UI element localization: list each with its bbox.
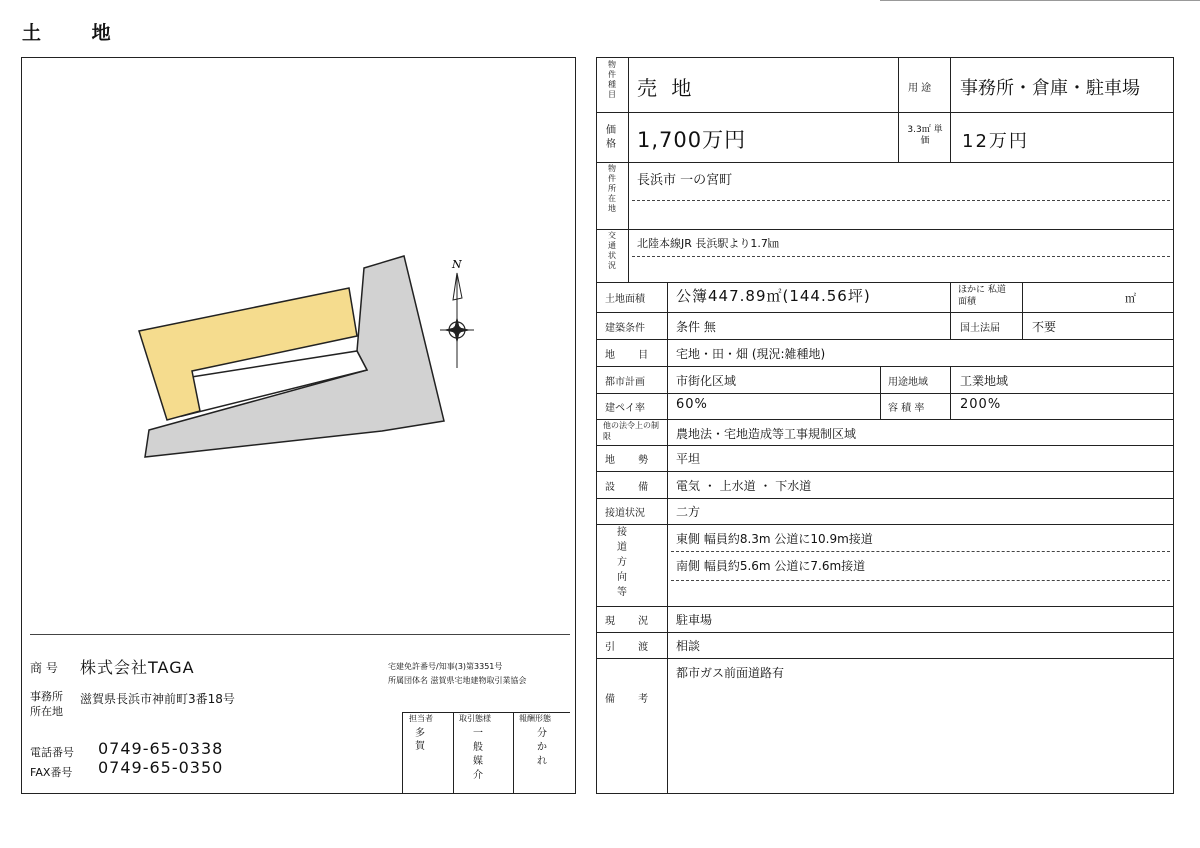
top-rule: [880, 0, 1200, 1]
road-dir-label: 接道方向等: [617, 527, 627, 598]
category-label: 地 目: [605, 350, 659, 361]
road-south: 南側 幅員約5.6m 公道に7.6m接道: [676, 559, 866, 573]
address-label: 事務所所在地: [30, 690, 63, 718]
private-road-label: ほかに 私道面積: [958, 285, 1006, 307]
fee-type: 分かれ: [537, 728, 547, 767]
land-act-label: 国土法届: [960, 323, 1000, 334]
price: 1,700万円: [637, 128, 747, 152]
type-label: 物件種目: [608, 60, 616, 99]
current-status: 駐車場: [676, 613, 713, 627]
other-law: 農地法・宅地造成等工事規制区域: [676, 427, 857, 441]
road-status: 二方: [676, 505, 701, 519]
deal-label: 取引態様: [459, 714, 491, 723]
road-status-label: 接道状況: [605, 508, 645, 519]
land-area: 公簿447.89㎡(144.56坪): [676, 287, 871, 305]
city-plan: 市街化区域: [676, 374, 737, 388]
building-cond: 条件 無: [676, 320, 716, 334]
location: 長浜市 一の宮町: [637, 173, 733, 188]
category: 宅地・田・畑 (現況:雑種地): [676, 347, 826, 361]
remarks-label: 備 考: [605, 694, 659, 705]
use-label: 用 途: [908, 83, 932, 94]
staff-label: 担当者: [409, 714, 433, 723]
land-act: 不要: [1032, 320, 1057, 334]
delivery-label: 引 渡: [605, 642, 659, 653]
staff-name: 多賀: [415, 728, 425, 752]
deal-type: 一般媒介: [473, 728, 483, 781]
association-name: 所属団体名 滋賀県宅地建物取引業協会: [388, 676, 527, 685]
company-address: 滋賀県長浜市神前町3番18号: [80, 692, 235, 706]
coverage-label: 建ペイ率: [605, 403, 645, 414]
north-label: N: [452, 258, 462, 271]
price-label: 価格: [606, 125, 616, 150]
coverage: 60%: [676, 397, 708, 412]
delivery: 相談: [676, 639, 701, 653]
license-number: 宅建免許番号/知事(3)第3351号: [388, 662, 503, 671]
site-map: [22, 58, 575, 478]
unit-price-label: 3.3㎡ 単 価: [907, 125, 943, 146]
terrain: 平坦: [676, 452, 701, 466]
tel-label: 電話番号: [30, 746, 74, 759]
facilities-label: 設 備: [605, 482, 659, 493]
unit-price: 12万円: [962, 131, 1029, 152]
page-title: 土 地: [22, 22, 133, 44]
north-arrow-icon: [440, 258, 474, 368]
far-label: 容 積 率: [888, 403, 925, 414]
fax-label: FAX番号: [30, 766, 73, 779]
zoning-label: 用途地域: [888, 377, 928, 388]
private-road-area: ㎡: [1125, 292, 1136, 305]
terrain-label: 地 勢: [605, 455, 659, 466]
fee-label: 報酬形態: [519, 714, 551, 723]
far: 200%: [960, 397, 1002, 412]
property-use: 事務所・倉庫・駐車場: [960, 78, 1140, 99]
company-divider: [30, 634, 570, 635]
facilities: 電気 ・ 上水道 ・ 下水道: [676, 479, 812, 493]
property-type: 売 地: [637, 76, 696, 100]
tel-number: 0749-65-0338: [98, 739, 224, 758]
city-plan-label: 都市計画: [605, 377, 645, 388]
zoning: 工業地域: [960, 374, 1009, 388]
location-label: 物件所在地: [608, 164, 616, 213]
transport-label: 交通状況: [608, 231, 616, 270]
transport: 北陸本線JR 長浜駅より1.7㎞: [637, 237, 779, 250]
company-name: 株式会社TAGA: [80, 658, 195, 677]
remarks: 都市ガス前面道路有: [676, 666, 785, 680]
land-area-label: 土地面積: [605, 294, 645, 305]
other-law-label: 他の法令上の制限: [603, 421, 659, 441]
current-label: 現 況: [605, 616, 659, 627]
road-east: 東側 幅員約8.3m 公道に10.9m接道: [676, 532, 873, 546]
company-name-label: 商 号: [30, 661, 58, 675]
fax-number: 0749-65-0350: [98, 758, 224, 777]
building-cond-label: 建築条件: [605, 323, 645, 334]
